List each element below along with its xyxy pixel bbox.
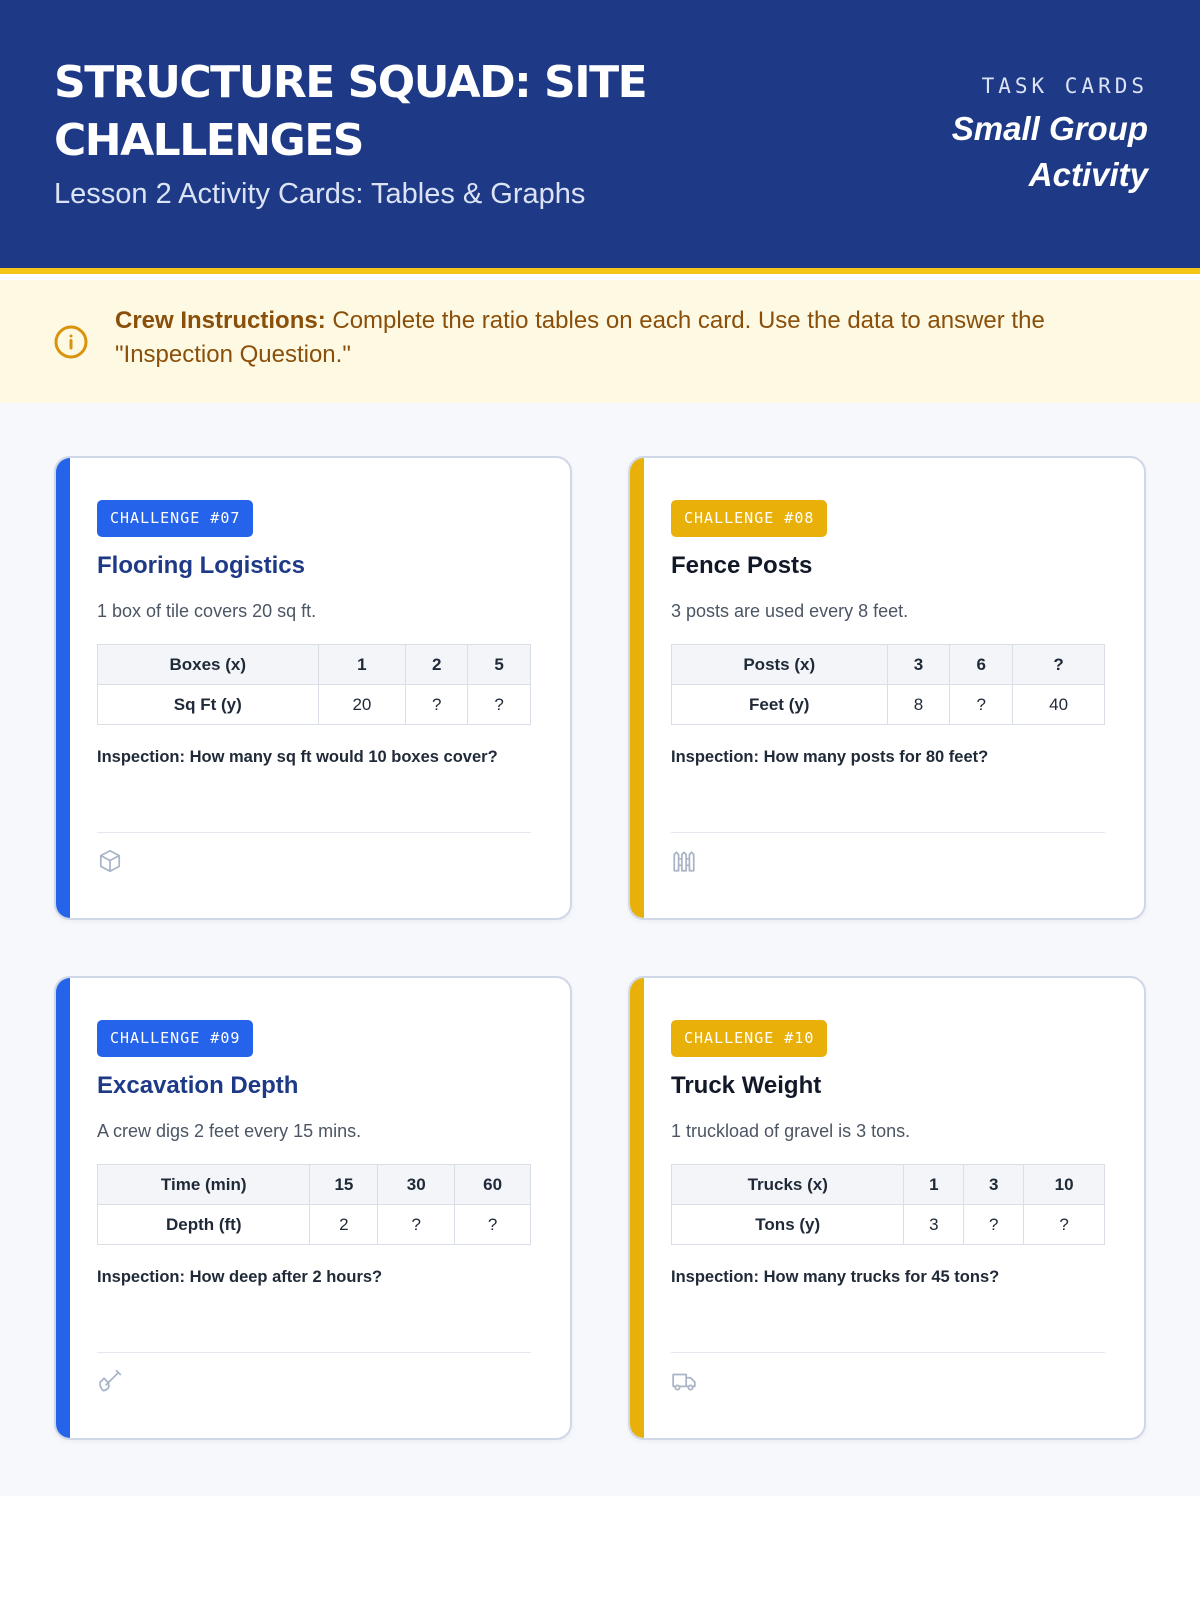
challenge-badge: CHALLENGE #08 (671, 500, 827, 537)
table-cell: 6 (950, 645, 1013, 685)
ratio-table (97, 1164, 531, 1245)
instructions-body: Complete the ratio tables on each card. Use the data to answer the "Inspection Question." (115, 307, 1045, 368)
info-icon (53, 324, 89, 360)
card-description: 3 posts are used every 8 feet. (671, 601, 909, 621)
card-accent-stripe (56, 458, 70, 918)
table-cell: 2 (406, 645, 468, 685)
challenge-card (628, 456, 1146, 920)
card-accent-stripe (56, 978, 70, 1438)
card-divider (671, 832, 1105, 833)
table-row (98, 1205, 531, 1245)
card-title: Fence Posts (671, 552, 813, 579)
instructions-label: Crew Instructions: (115, 307, 326, 334)
card-description: A crew digs 2 feet every 15 mins. (97, 1121, 362, 1141)
table-cell: ? (950, 685, 1013, 725)
card-accent-stripe (630, 458, 644, 918)
challenge-badge: CHALLENGE #07 (97, 500, 253, 537)
card-title: Excavation Depth (97, 1072, 299, 1099)
ratio-table (97, 644, 531, 725)
table-cell: 1 (318, 645, 406, 685)
table-cell: Boxes (x) (98, 645, 319, 685)
activity-line-1: Small Group (951, 110, 1148, 147)
card-title: Flooring Logistics (97, 552, 305, 579)
table-cell: Time (min) (98, 1165, 310, 1205)
ratio-table (671, 1164, 1105, 1245)
table-cell: 20 (318, 685, 406, 725)
inspection-question: Inspection: How many posts for 80 feet? (671, 748, 989, 766)
table-row (98, 685, 531, 725)
card-description: 1 truckload of gravel is 3 tons. (671, 1121, 911, 1141)
table-cell: ? (406, 685, 468, 725)
task-cards-label: TASK CARDS (981, 74, 1148, 98)
table-cell: 3 (887, 645, 950, 685)
challenge-card (628, 976, 1146, 1440)
card-accent-stripe (630, 978, 644, 1438)
table-cell: ? (378, 1205, 455, 1245)
ratio-table (671, 644, 1105, 725)
page-title: STRUCTURE SQUAD: SITE CHALLENGES (54, 57, 647, 166)
card-description: 1 box of tile covers 20 sq ft. (97, 601, 317, 621)
table-cell: 8 (887, 685, 950, 725)
table-row (672, 1205, 1105, 1245)
table-cell: ? (1024, 1205, 1105, 1245)
card-divider (97, 832, 531, 833)
instructions-text (115, 304, 1125, 372)
page-subtitle: Lesson 2 Activity Cards: Tables & Graphs (54, 178, 586, 210)
activity-line-2: Activity (1028, 156, 1148, 193)
table-cell: Depth (ft) (98, 1205, 310, 1245)
card-title: Truck Weight (671, 1072, 822, 1099)
challenge-card (54, 456, 572, 920)
table-cell: Feet (y) (672, 685, 888, 725)
inspection-question: Inspection: How deep after 2 hours? (97, 1268, 383, 1286)
table-cell: 60 (455, 1165, 531, 1205)
table-cell: Posts (x) (672, 645, 888, 685)
table-cell: 3 (904, 1205, 964, 1245)
table-cell: 2 (310, 1205, 378, 1245)
table-cell: 3 (964, 1165, 1024, 1205)
challenge-badge: CHALLENGE #09 (97, 1020, 253, 1057)
table-cell: 15 (310, 1165, 378, 1205)
table-cell: 10 (1024, 1165, 1105, 1205)
table-cell: 30 (378, 1165, 455, 1205)
table-cell: Tons (y) (672, 1205, 904, 1245)
table-cell: ? (468, 685, 531, 725)
activity-label (952, 106, 1148, 198)
table-cell: Sq Ft (y) (98, 685, 319, 725)
card-divider (97, 1352, 531, 1353)
table-cell: 40 (1013, 685, 1105, 725)
table-cell: ? (1013, 645, 1105, 685)
table-cell: 1 (904, 1165, 964, 1205)
challenge-card (54, 976, 572, 1440)
table-cell: 5 (468, 645, 531, 685)
page-header (0, 0, 1200, 274)
card-divider (671, 1352, 1105, 1353)
table-cell: ? (964, 1205, 1024, 1245)
table-row (672, 685, 1105, 725)
challenge-badge: CHALLENGE #10 (671, 1020, 827, 1057)
table-row (98, 645, 531, 685)
table-cell: Trucks (x) (672, 1165, 904, 1205)
header-tag-block (952, 74, 1148, 198)
table-row (672, 1165, 1105, 1205)
shovel-icon (97, 1368, 123, 1394)
fence-icon (671, 848, 697, 874)
truck-icon (671, 1368, 697, 1394)
inspection-question: Inspection: How many sq ft would 10 boxes cover? (97, 748, 498, 766)
table-cell: ? (455, 1205, 531, 1245)
inspection-question: Inspection: How many trucks for 45 tons? (671, 1268, 1000, 1286)
box-icon (97, 848, 123, 874)
table-row (672, 645, 1105, 685)
table-row (98, 1165, 531, 1205)
